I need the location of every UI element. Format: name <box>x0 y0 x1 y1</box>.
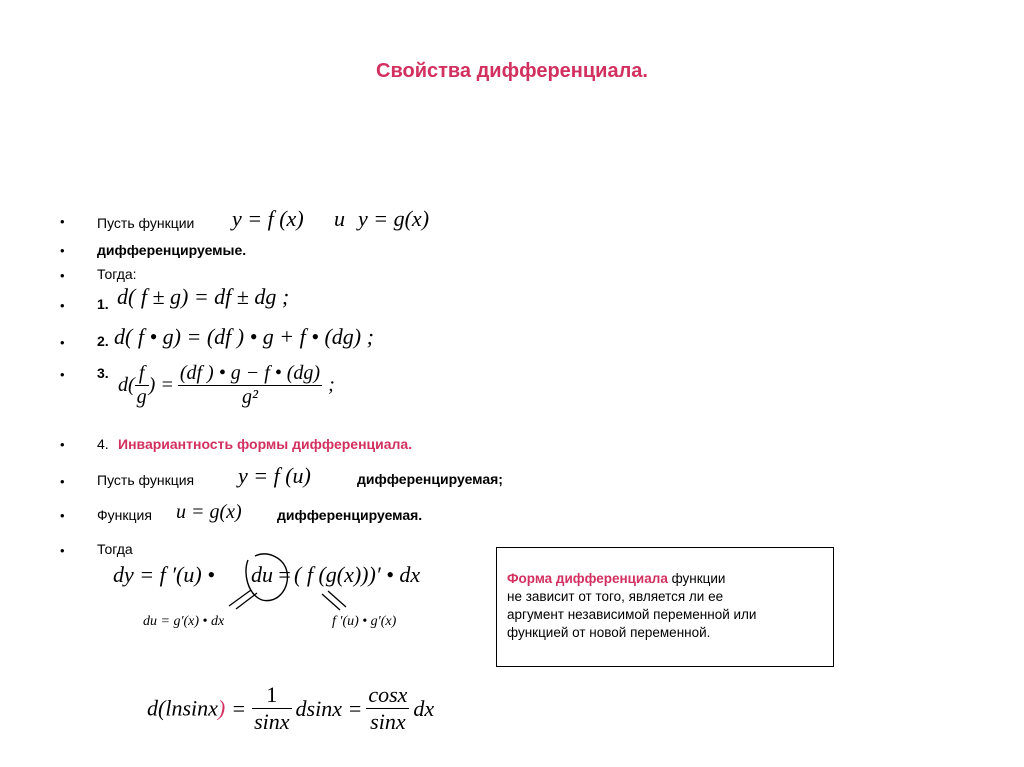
bullet-3: • <box>60 268 65 283</box>
example-fraction-1 <box>252 682 291 735</box>
item-1-text: Пусть функции <box>97 215 195 231</box>
note-line-2: не зависит от того, является ли ее <box>507 589 724 604</box>
bullet-5: • <box>60 335 65 350</box>
example-fraction-2 <box>366 682 409 735</box>
annotation-derivative: f ′(u) • g′(x) <box>332 614 397 629</box>
item-9-text: Функция <box>97 507 152 523</box>
example-frac2-num: cosx <box>368 682 408 707</box>
example-frac1-num: 1 <box>266 682 278 707</box>
item-6-tail: ; <box>328 374 335 396</box>
example-formula <box>147 682 434 735</box>
main-formula-rhs: ( f (g(x)))′ • dx <box>294 562 421 587</box>
item-7-number: 4. <box>97 436 109 452</box>
item-8-formula: y = f (u) <box>238 463 311 488</box>
main-formula-lhs: dy = f ′(u) • <box>113 562 215 587</box>
note-line-1 <box>507 570 823 588</box>
item-6-rhs-denominator: g² <box>178 385 322 409</box>
example-close-paren: ) <box>217 695 226 721</box>
connector-right-2 <box>328 591 346 607</box>
connector-left-1 <box>229 590 251 606</box>
note-highlight: Форма дифференциала <box>507 571 668 586</box>
note-line-4: функцией от новой переменной. <box>507 625 711 640</box>
item-9-after: дифференцируемая. <box>277 507 423 523</box>
item-8-text: Пусть функция <box>97 472 195 488</box>
example-eq1: = <box>231 695 247 721</box>
item-9-formula: u = g(x) <box>176 501 242 523</box>
main-formula-circled-du: du <box>251 562 273 587</box>
item-7-heading: Инвариантность формы дифференциала. <box>118 436 413 452</box>
item-1-conjunction: u <box>334 206 345 231</box>
main-formula-equals: = <box>277 562 292 587</box>
connector-right-1 <box>322 594 340 610</box>
item-1-formula-a: y = f (x) <box>232 206 304 231</box>
bullet-9: • <box>60 508 65 523</box>
bullet-7: • <box>60 437 65 452</box>
bullet-10: • <box>60 543 65 558</box>
circle-around-du <box>246 554 288 601</box>
slide-title: Свойства дифференциала. <box>376 60 648 82</box>
note-line-3: аргумент независимой переменной или <box>507 607 757 622</box>
item-6-rhs-numerator: (df ) • g − f • (dg) <box>179 362 321 384</box>
example-tail: dx <box>413 695 435 721</box>
item-2-text: дифференцируемые. <box>97 242 247 258</box>
example-inner: lnsinx <box>165 695 218 721</box>
bullet-1: • <box>60 214 65 229</box>
item-10-text: Тогда <box>97 541 133 557</box>
example-frac2-den: sinx <box>366 708 409 735</box>
bullet-6: • <box>60 367 65 382</box>
item-5-formula: d( f • g) = (df ) • g + f • (dg) ; <box>114 324 374 349</box>
item-6-lhs-close: ) = <box>148 374 174 396</box>
item-4-number: 1. <box>97 296 109 312</box>
item-6-lhs-d: d( <box>118 374 135 396</box>
bullet-2: • <box>60 243 65 258</box>
annotation-du: du = g′(x) • dx <box>143 614 225 629</box>
note-box <box>496 547 834 667</box>
item-5-number: 2. <box>97 333 109 349</box>
item-8-after: дифференцируемая; <box>357 471 503 487</box>
item-6-lhs-denominator: g <box>136 386 147 408</box>
note-line-1-rest: функции <box>667 571 726 586</box>
item-3-text: Тогда: <box>97 266 137 282</box>
bullet-8: • <box>60 474 65 489</box>
item-6-lhs-numerator: f <box>138 362 145 384</box>
example-frac1-den: sinx <box>254 709 290 734</box>
item-4-formula: d( f ± g) = df ± dg ; <box>117 284 290 309</box>
example-d-open: d( <box>147 695 166 721</box>
item-6-number: 3. <box>97 365 109 381</box>
connector-left-2 <box>236 593 257 609</box>
item-1-formula-b: y = g(x) <box>358 206 430 231</box>
bullet-4: • <box>60 298 65 313</box>
example-mid: dsinx = <box>295 695 363 721</box>
